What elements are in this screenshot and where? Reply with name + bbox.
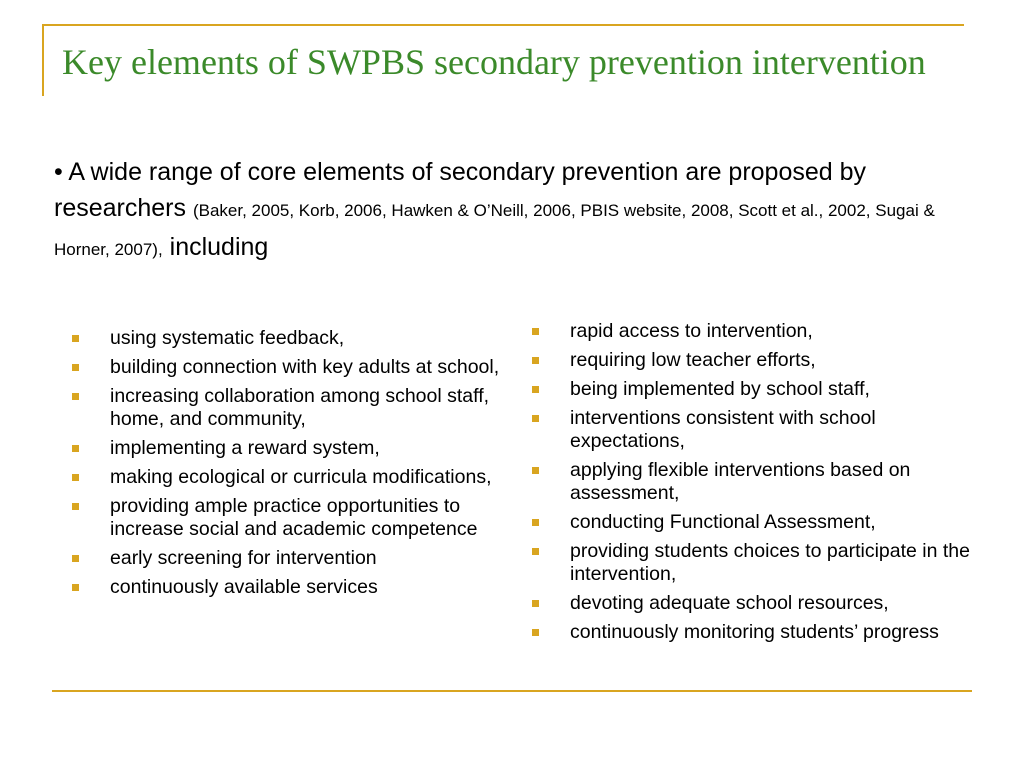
square-bullet-icon <box>72 474 79 481</box>
square-bullet-icon <box>72 393 79 400</box>
square-bullet-icon <box>532 629 539 636</box>
list-item: early screening for intervention <box>72 547 502 570</box>
list-item: being implemented by school staff, <box>532 378 972 401</box>
list-item: providing students choices to participate in the intervention, <box>532 540 972 586</box>
right-bullet-list <box>532 320 972 650</box>
top-rule <box>42 24 964 26</box>
intro-lead: • A wide range of core elements of secondary prevention are proposed by researchers <box>54 158 867 222</box>
square-bullet-icon <box>532 357 539 364</box>
list-item: interventions consistent with school expectations, <box>532 407 972 453</box>
list-item: applying flexible interventions based on assessment, <box>532 459 972 505</box>
list-item: providing ample practice opportunities to increase social and academic competence <box>72 495 502 541</box>
square-bullet-icon <box>532 415 539 422</box>
list-item: devoting adequate school resources, <box>532 592 972 615</box>
bottom-rule <box>52 690 972 692</box>
list-item: conducting Functional Assessment, <box>532 511 972 534</box>
list-item: rapid access to intervention, <box>532 320 972 343</box>
square-bullet-icon <box>532 548 539 555</box>
list-item: building connection with key adults at school, <box>72 356 502 379</box>
square-bullet-icon <box>72 335 79 342</box>
square-bullet-icon <box>72 364 79 371</box>
square-bullet-icon <box>532 386 539 393</box>
square-bullet-icon <box>72 445 79 452</box>
square-bullet-icon <box>72 555 79 562</box>
intro-paragraph <box>54 154 954 268</box>
square-bullet-icon <box>72 503 79 510</box>
list-item: increasing collaboration among school staff, home, and community, <box>72 385 502 431</box>
list-item: making ecological or curricula modifications, <box>72 466 502 489</box>
list-item: using systematic feedback, <box>72 327 502 350</box>
slide-title: Key elements of SWPBS secondary prevention intervention <box>62 42 926 82</box>
list-item: continuously available services <box>72 576 502 599</box>
intro-tail: including <box>162 233 269 261</box>
square-bullet-icon <box>532 600 539 607</box>
square-bullet-icon <box>532 519 539 526</box>
list-item: requiring low teacher efforts, <box>532 349 972 372</box>
square-bullet-icon <box>532 467 539 474</box>
left-rule <box>42 24 44 96</box>
intro-citation: (Baker, 2005, Korb, 2006, Hawken & O’Neill, 2006, PBIS website, 2008, Scott et al., 2002, Sugai & Horner, 2007), <box>54 201 935 259</box>
list-item: continuously monitoring students’ progress <box>532 621 972 644</box>
square-bullet-icon <box>532 328 539 335</box>
left-bullet-list <box>72 327 502 605</box>
list-item: implementing a reward system, <box>72 437 502 460</box>
square-bullet-icon <box>72 584 79 591</box>
